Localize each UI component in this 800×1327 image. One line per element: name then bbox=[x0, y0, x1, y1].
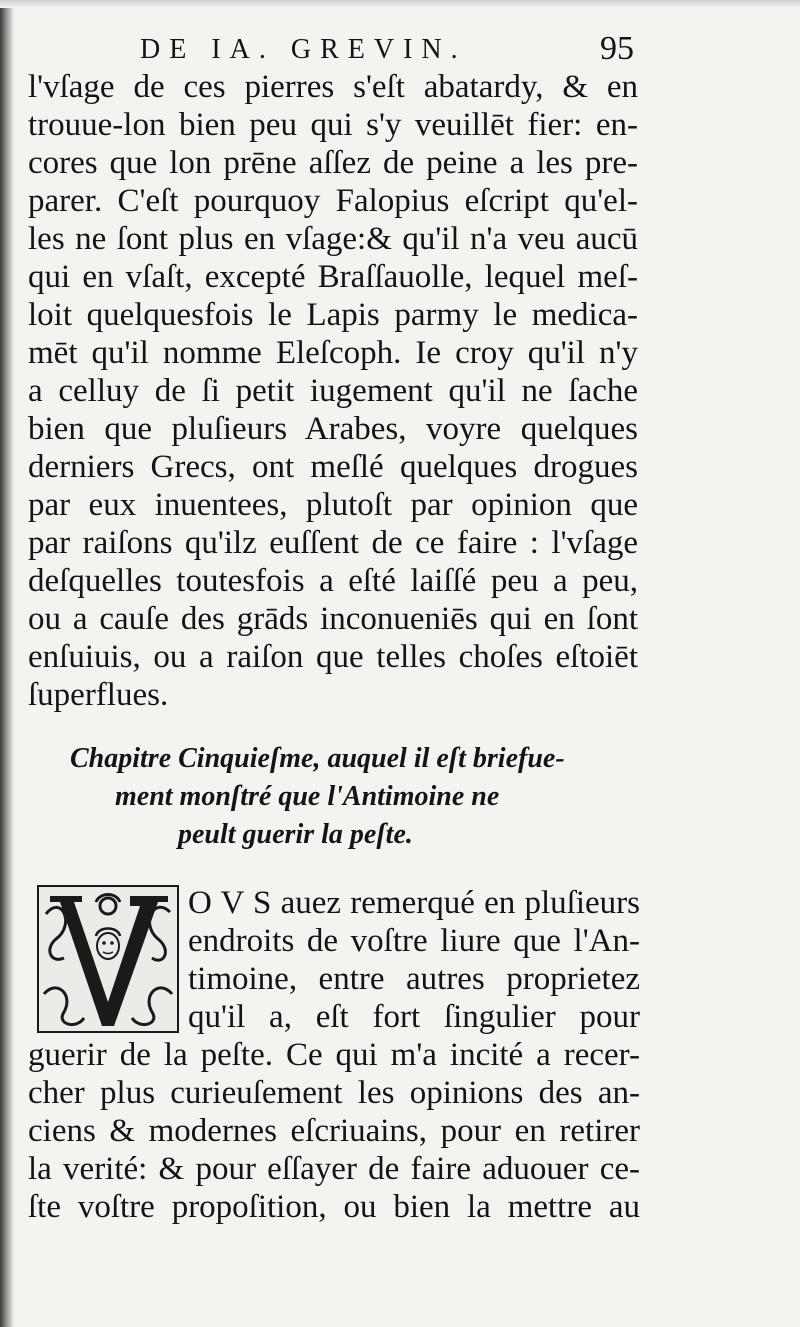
text-line: l'vſage de ces pierres s'eſt abatardy, & en bbox=[28, 69, 638, 105]
text-line: bien que pluſieurs Arabes, voyre quelques bbox=[28, 411, 638, 447]
text-line: par raiſons qu'ilz euſſent de ce faire : l'vſage bbox=[28, 525, 638, 561]
paragraph-2-beside-initial bbox=[188, 884, 640, 1036]
text-line: derniers Grecs, ont meſlé quelques drogues bbox=[28, 449, 638, 485]
text-line: timoine, entre autres proprietez bbox=[188, 961, 640, 997]
running-head bbox=[30, 30, 640, 70]
ornamental-initial-v-icon bbox=[36, 884, 180, 1034]
text-line: a celluy de ſi petit iugement qu'il ne ſache bbox=[28, 373, 638, 409]
text-line: mēt qu'il nomme Eleſcoph. Ie croy qu'il n'y bbox=[28, 335, 638, 371]
text-line: qui en vſaſt, excepté Braſſauolle, lequel meſ- bbox=[28, 259, 638, 295]
page-number: 95 bbox=[600, 30, 634, 67]
text-line: cores que lon prēne aſſez de peine a les pre- bbox=[28, 145, 638, 181]
chapter-heading-line: Chapitre Cinquieſme, auquel il eſt briefue- bbox=[70, 743, 565, 774]
chapter-heading-line: peult guerir la peſte. bbox=[178, 819, 413, 850]
text-line: endroits de voſtre liure que l'An- bbox=[188, 923, 640, 959]
text-line: ou a cauſe des grāds inconueniēs qui en ſont bbox=[28, 601, 638, 637]
text-line: la verité: & pour eſſayer de faire aduouer ce- bbox=[28, 1151, 640, 1187]
text-line: parer. C'eſt pourquoy Falopius eſcript qu'el- bbox=[28, 183, 638, 219]
running-title: DE IA. GREVIN. bbox=[140, 34, 467, 65]
text-line: guerir de la peſte. Ce qui m'a incité a recer- bbox=[28, 1037, 640, 1073]
chapter-heading-line: ment monſtré que l'Antimoine ne bbox=[115, 781, 500, 812]
text-line: cher plus curieuſement les opinions des an- bbox=[28, 1075, 640, 1111]
paragraph-1 bbox=[28, 68, 638, 714]
text-line: ſuperflues. bbox=[28, 677, 169, 713]
chapter-heading bbox=[60, 740, 620, 854]
text-line: ſte voſtre propoſition, ou bien la mettre au bbox=[28, 1189, 640, 1225]
text-line: deſquelles toutesfois a eſté laiſſé peu a peu, bbox=[28, 563, 638, 599]
text-line: trouue-lon bien peu qui s'y veuillēt fier: en- bbox=[28, 107, 638, 143]
text-line: enſuiuis, ou a raiſon que telles choſes eſtoiēt bbox=[28, 639, 638, 675]
text-line: les ne ſont plus en vſage:& qu'il n'a veu aucū bbox=[28, 221, 638, 257]
paragraph-2-continued bbox=[28, 1036, 640, 1226]
text-line: O V S auez remerqué en pluſieurs bbox=[188, 885, 640, 921]
text-line: par eux inuentees, plutoſt par opinion que bbox=[28, 487, 638, 523]
text-line: qu'il a, eſt fort ſingulier pour bbox=[188, 999, 640, 1035]
text-line: loit quelquesfois le Lapis parmy le medica- bbox=[28, 297, 638, 333]
text-line: ciens & modernes eſcriuains, pour en retirer bbox=[28, 1113, 640, 1149]
